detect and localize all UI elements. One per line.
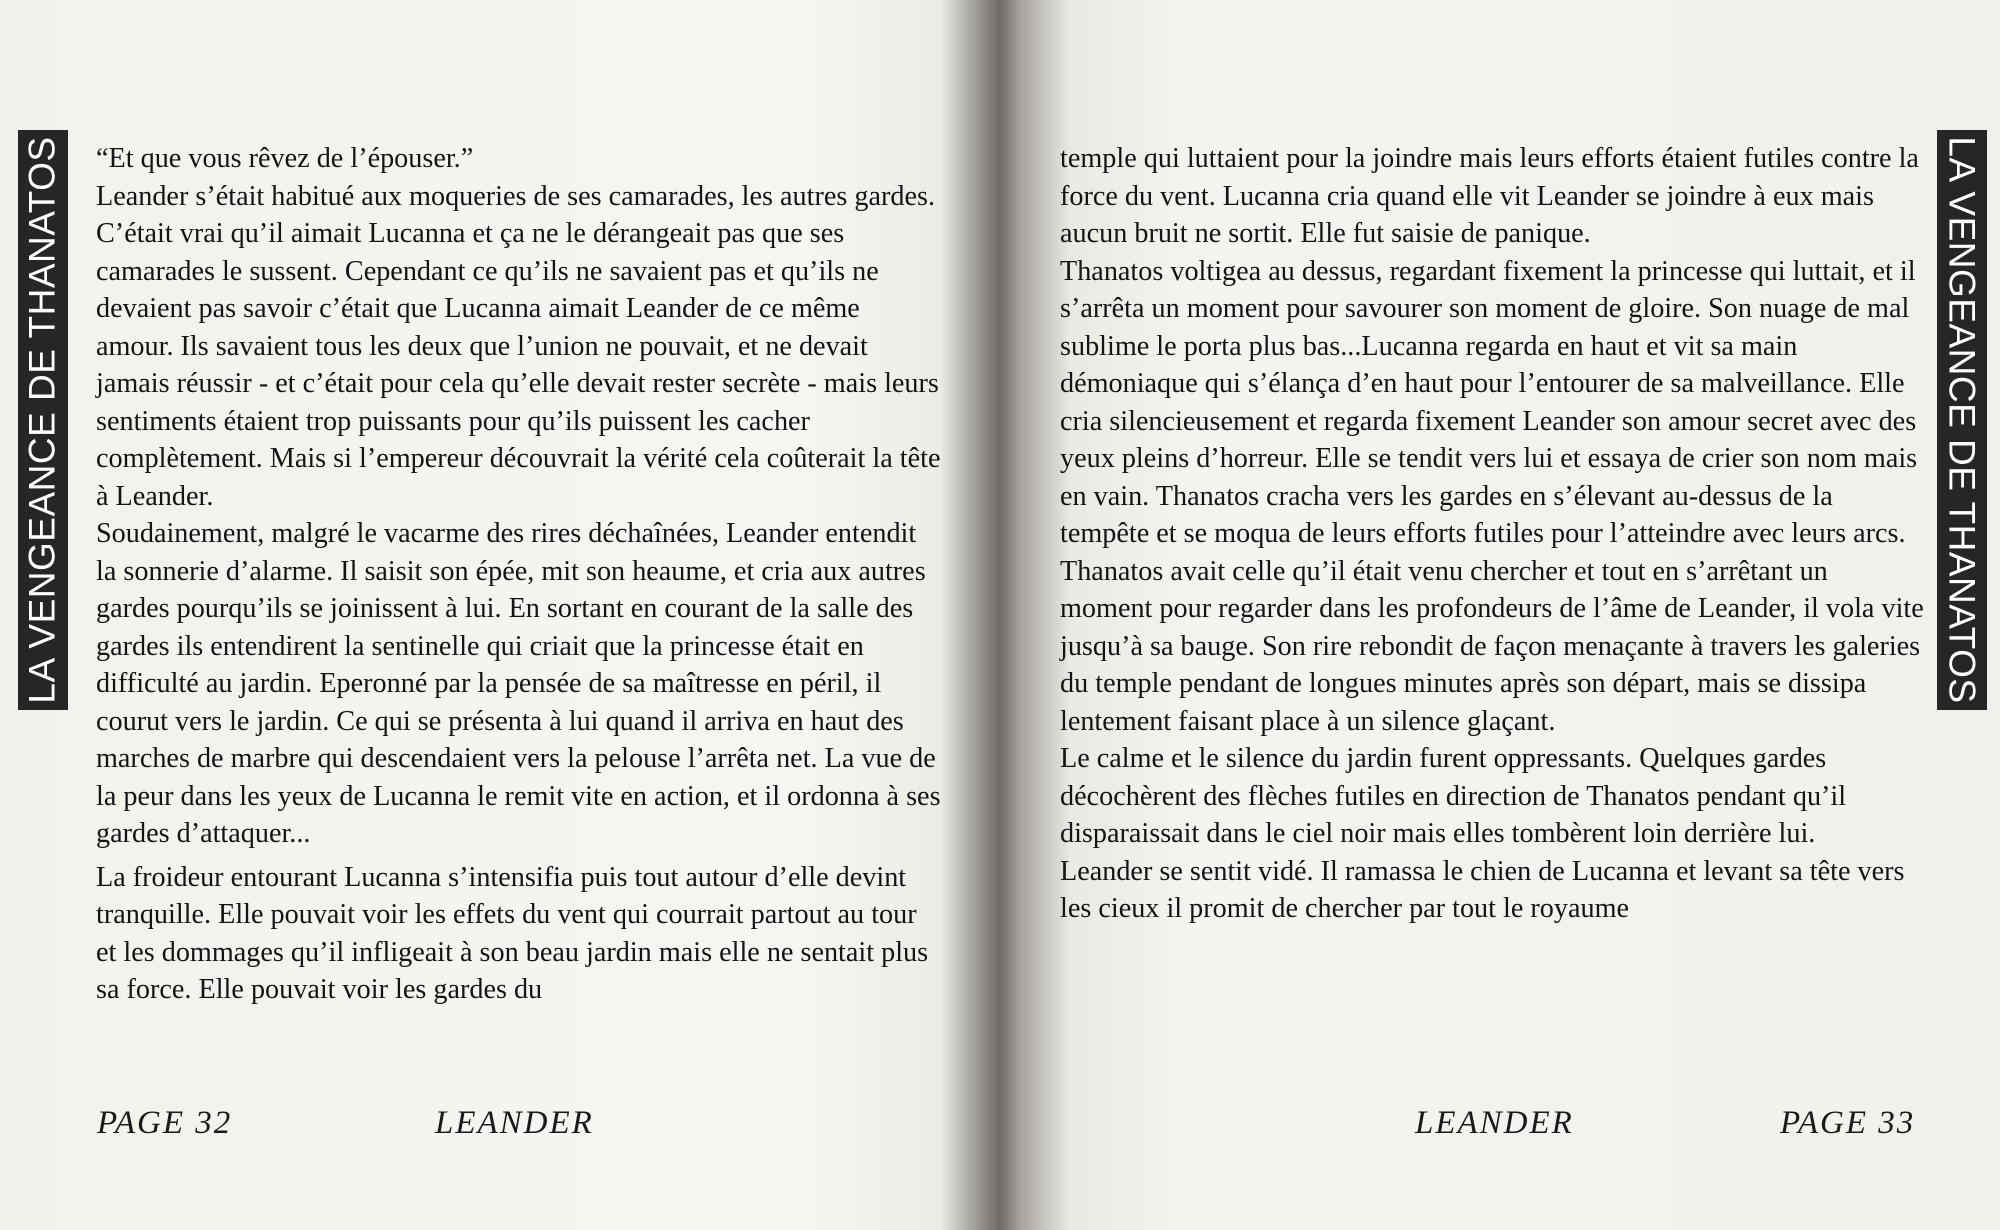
paragraph: Soudainement, malgré le vacarme des rires déchaînées, Leander entendit la sonnerie d’alarme. Il saisit son épée, mit son heaume, et cria aux autres gardes pourqu’ils se joinissent à lui. En sortant en courant de la salle des gardes ils entendirent la sentinelle qui criait que la princesse était en difficulté au jardin. Eperonné par la pensée de sa maîtresse en péril, il courut vers le jardin. Ce qui se présenta à lui quand il arriva en haut des marches de marbre qui descendaient vers la pelouse l’arrêta net. La vue de la peur dans les yeux de Lucanna le remit vite en action, et il ordonna à ses gardes d’attaquer...	[96, 518, 941, 849]
paragraph: Le calme et le silence du jardin furent oppressants. Quelques gardes décochèrent des flèches futiles en direction de Thanatos pendant qu’il disparaissait dans le ciel noir mais elles tombèrent loin derrière lui.	[1060, 743, 1847, 849]
side-title-tab-right	[1937, 130, 1987, 710]
running-head-left: LEANDER	[435, 1105, 594, 1141]
page-number-right: PAGE 33	[1780, 1105, 1916, 1141]
left-page	[0, 0, 985, 1230]
right-page	[1015, 0, 2000, 1230]
paragraph: La froideur entourant Lucanna s’intensifia puis tout autour d’elle devint tranquille. Elle pouvait voir les effets du vent qui courrait partout au tour et les dommages qu’il infligeait à son beau jardin mais elle ne sentait plus sa force. Elle pouvait voir les gardes du	[96, 861, 929, 1005]
paragraph: temple qui luttaient pour la joindre mais leurs efforts étaient futiles contre la force du vent. Lucanna cria quand elle vit Leander se joindre à eux mais aucun bruit ne sortit. Elle fut saisie de panique.	[1060, 143, 1919, 249]
left-footer	[0, 1105, 985, 1155]
side-title-right: LA VENGEANCE DE THANATOS	[1942, 136, 1984, 704]
right-page-text	[1060, 140, 1925, 928]
paragraph: Leander se sentit vidé. Il ramassa le chien de Lucanna et levant sa tête vers les cieux il promit de chercher par tout le royaume	[1060, 855, 1905, 924]
paragraph: “Et que vous rêvez de l’épouser.”	[96, 143, 474, 174]
left-page-text	[96, 140, 941, 1009]
right-footer	[1015, 1105, 2000, 1155]
paragraph: Thanatos voltigea au dessus, regardant fixement la princesse qui luttait, et il s’arrêta un moment pour savourer son moment de gloire. Son nuage de mal sublime le porta plus bas...Lucanna regarda en haut et vit sa main démoniaque qui s’élança d’en haut pour l’entourer de sa malveillance. Elle cria silencieusement et regarda fixement Leander son amour secret avec des yeux pleins d’horreur. Elle se tendit vers lui et essaya de crier son nom mais en vain. Thanatos cracha vers les gardes en s’élevant au-dessus de la tempête et se moqua de leurs efforts futiles pour l’atteindre avec leurs arcs. Thanatos avait celle qu’il était venu chercher et tout en s’arrêtant un moment pour regarder dans les profondeurs de l’âme de Leander, il vola vite jusqu’à sa bauge. Son rire rebondit de façon menaçante à travers les galeries du temple pendant de longues minutes après son départ, mais se dissipa lentement faisant place à un silence glaçant.	[1060, 255, 1924, 737]
side-title-left: LA VENGEANCE DE THANATOS	[22, 136, 64, 704]
side-title-tab-left	[18, 130, 68, 710]
page-number-left: PAGE 32	[97, 1105, 233, 1141]
running-head-right: LEANDER	[1415, 1105, 1574, 1141]
paragraph: Leander s’était habitué aux moqueries de ses camarades, les autres gardes. C’était vrai qu’il aimait Lucanna et ça ne le dérangeait pas que ses camarades le sussent. Cependant ce qu’ils ne savaient pas et qu’ils ne devaient pas savoir c’était que Lucanna aimait Leander de ce même amour. Ils savaient tous les deux que l’union ne pouvait, et ne devait jamais réussir - et c’était pour cela qu’elle devait rester secrète - mais leurs sentiments étaient trop puissants pour qu’ils puissent les cacher complètement. Mais si l’empereur découvrait la vérité cela coûterait la tête à Leander.	[96, 180, 941, 512]
